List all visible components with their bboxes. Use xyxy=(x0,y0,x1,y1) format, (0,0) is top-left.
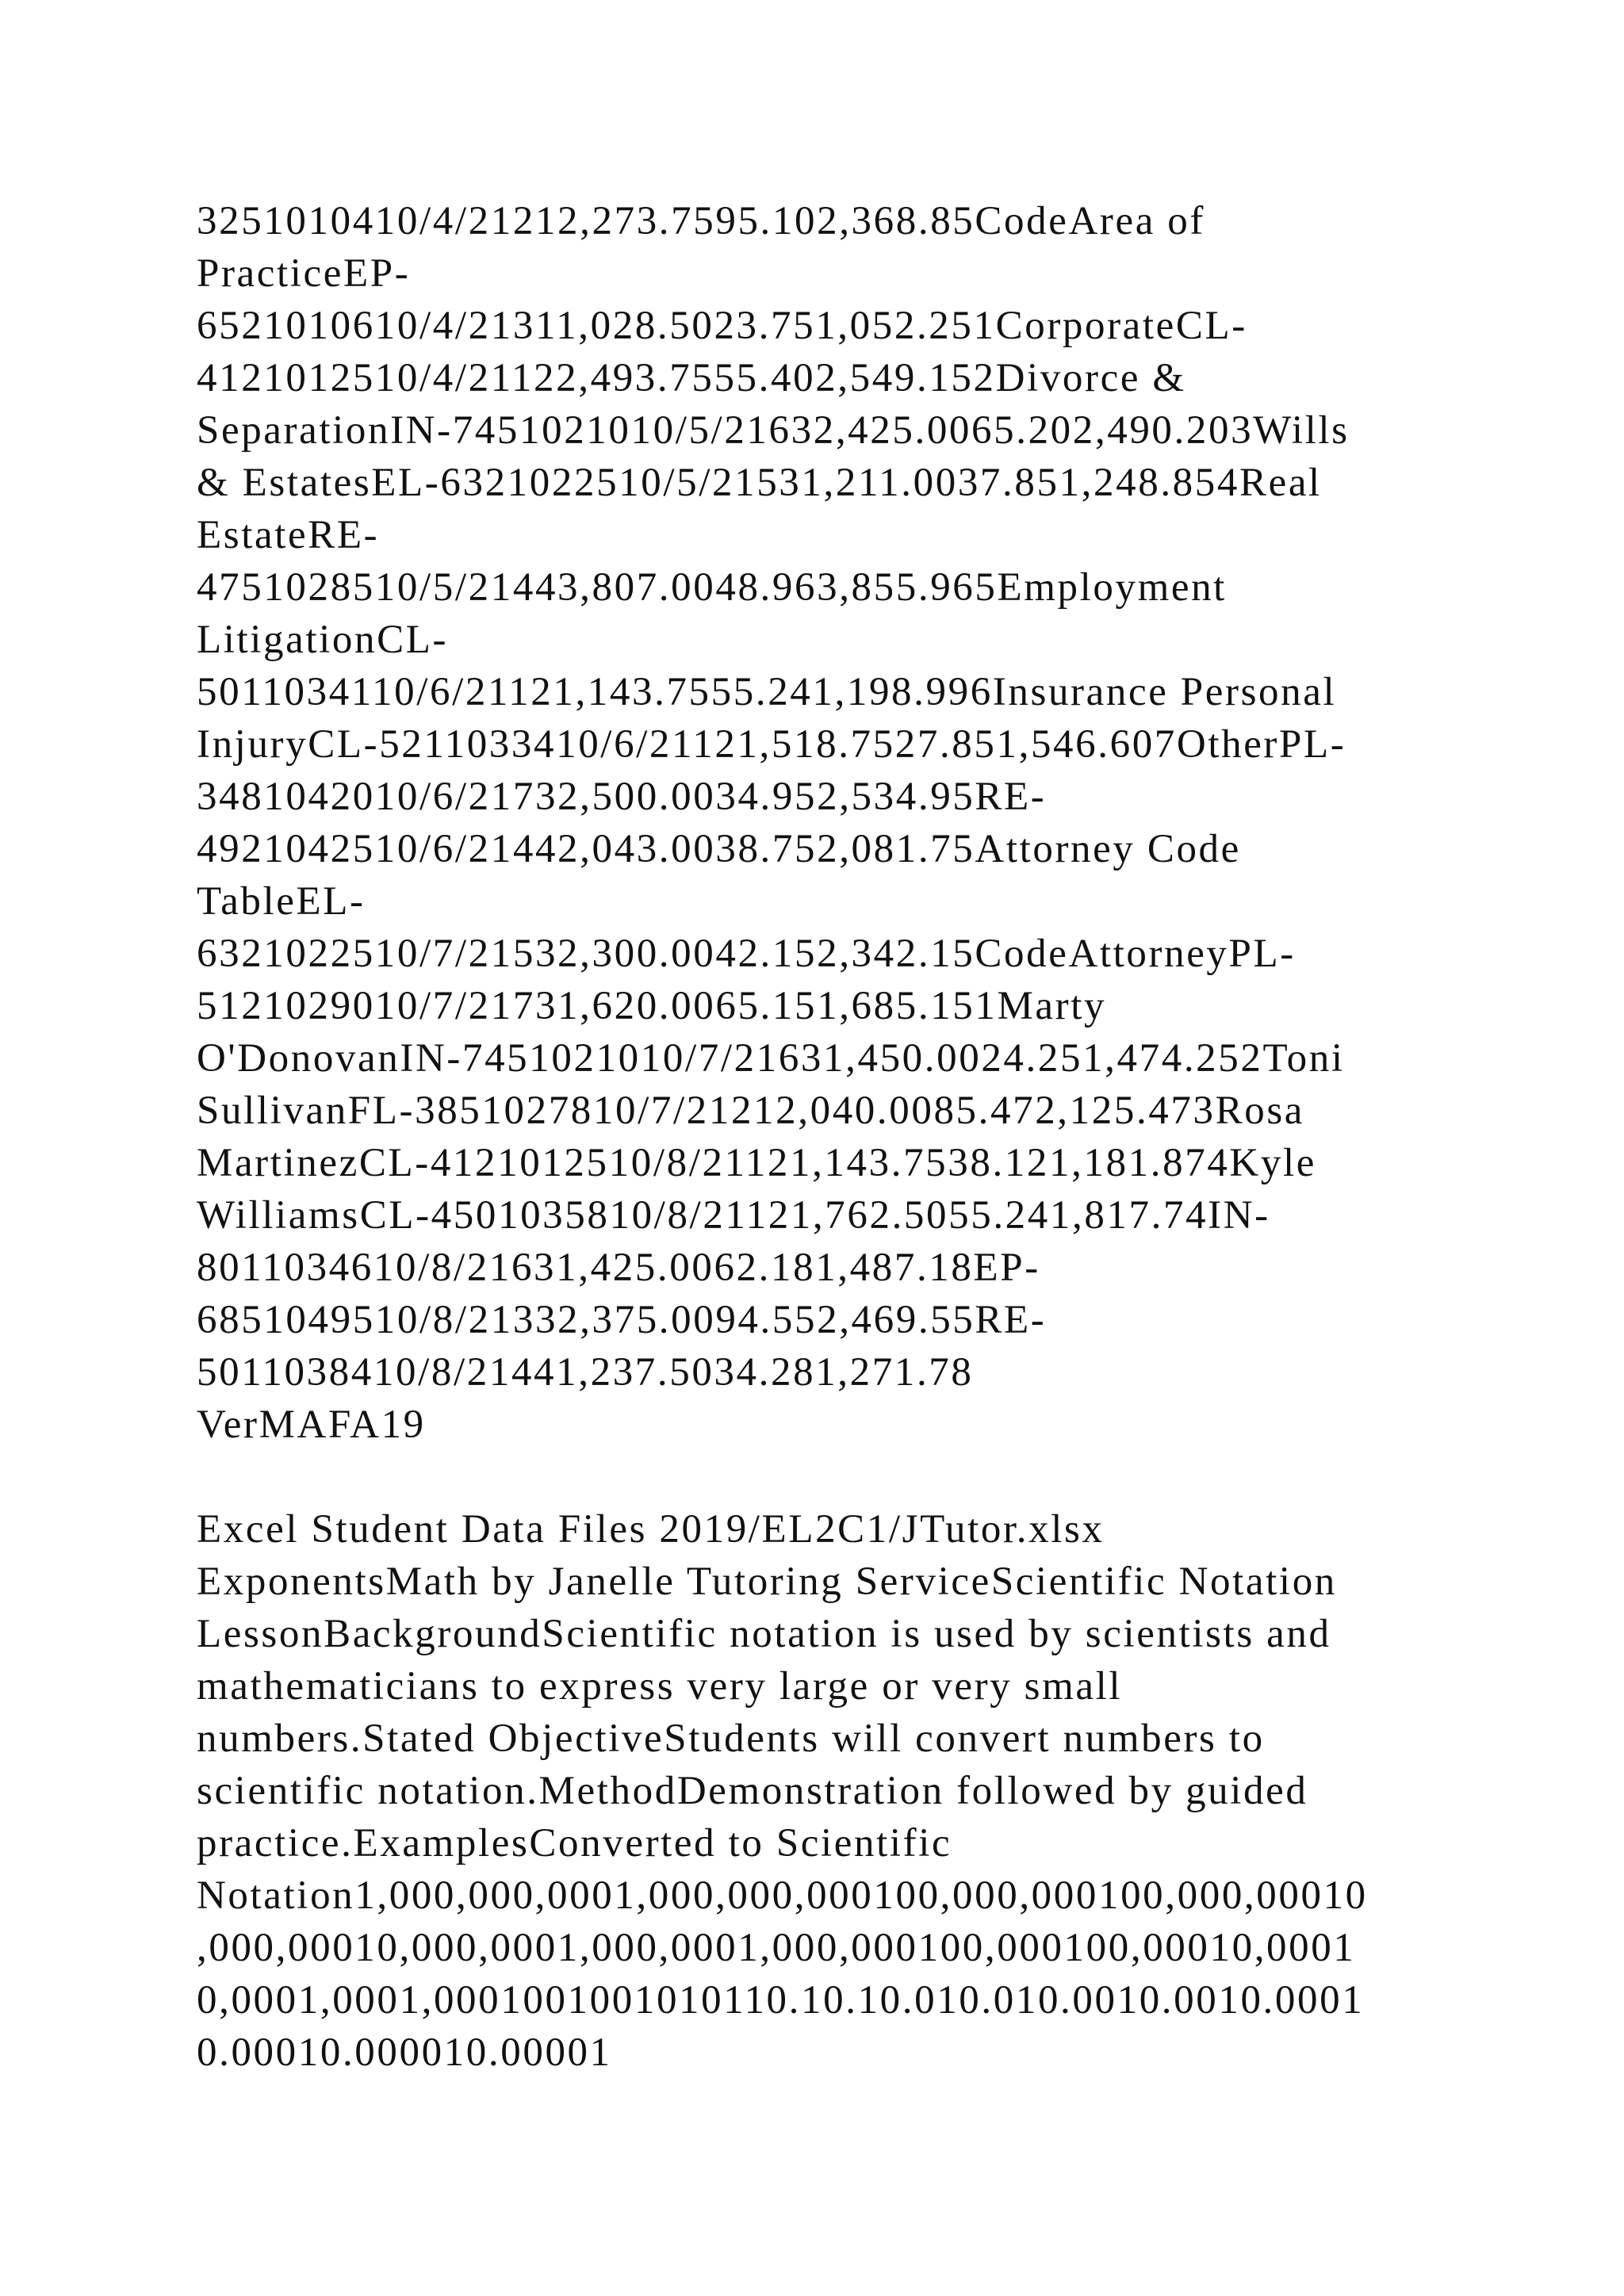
text-line: InjuryCL-5211033410/6/21121,518.7527.851,546.607OtherPL- xyxy=(197,722,1346,767)
text-line: LessonBackgroundScientific notation is used by scientists and xyxy=(197,1612,1331,1656)
text-line: SullivanFL-3851027810/7/21212,040.0085.472,125.473Rosa xyxy=(197,1089,1304,1133)
text-line: 8011034610/8/21631,425.0062.181,487.18EP- xyxy=(197,1246,1040,1290)
text-line: ExponentsMath by Janelle Tutoring ServiceScientific Notation xyxy=(197,1559,1337,1604)
text-line: 4121012510/4/21122,493.7555.402,549.152Divorce & xyxy=(197,356,1186,400)
text-line: 4751028510/5/21443,807.0048.963,855.965Employment xyxy=(197,565,1227,610)
text-line: O'DonovanIN-7451021010/7/21631,450.0024.251,474.252Toni xyxy=(197,1036,1345,1081)
text-line: TableEL- xyxy=(197,879,366,924)
text-line: scientific notation.MethodDemonstration followed by guided xyxy=(197,1769,1308,1813)
text-line: 5121029010/7/21731,620.0065.151,685.151Marty xyxy=(197,984,1107,1028)
text-line: LitigationCL- xyxy=(197,618,449,662)
text-line: 6521010610/4/21311,028.5023.751,052.251CorporateCL- xyxy=(197,304,1247,348)
text-line: ,000,00010,000,0001,000,0001,000,000100,000100,00010,0001 xyxy=(197,1926,1356,1970)
text-line: VerMAFA19 xyxy=(197,1402,426,1447)
text-line: 0,0001,0001,0001001001010110.10.10.010.010.0010.0010.0001 xyxy=(197,1978,1365,2022)
text-line: 6321022510/7/21532,300.0042.152,342.15CodeAttorneyPL- xyxy=(197,932,1296,976)
text-line: 0.00010.000010.00001 xyxy=(197,2030,612,2075)
text-line: PracticeEP- xyxy=(197,251,411,296)
text-line: practice.ExamplesConverted to Scientific xyxy=(197,1821,952,1866)
text-line: 5011034110/6/21121,143.7555.241,198.996Insurance Personal xyxy=(197,670,1337,714)
text-line: Excel Student Data Files 2019/EL2C1/JTutor.xlsx xyxy=(197,1507,1105,1552)
text-line: WilliamsCL-4501035810/8/21121,762.5055.241,817.74IN- xyxy=(197,1193,1270,1238)
text-line: 4921042510/6/21442,043.0038.752,081.75Attorney Code xyxy=(197,827,1241,871)
text-line: EstateRE- xyxy=(197,513,380,557)
text-line: mathematicians to express very large or very small xyxy=(197,1664,1123,1709)
text-line: 3251010410/4/21212,273.7595.102,368.85CodeArea of xyxy=(197,199,1205,243)
text-block-lesson xyxy=(197,1503,1608,2079)
text-line: MartinezCL-4121012510/8/21121,143.7538.121,181.874Kyle xyxy=(197,1141,1316,1185)
text-line: SeparationIN-7451021010/5/21632,425.0065.202,490.203Wills xyxy=(197,408,1350,453)
text-block-data-dump xyxy=(197,195,1608,1451)
text-line: Notation1,000,000,0001,000,000,000100,000,000100,000,00010 xyxy=(197,1873,1368,1918)
text-line: 3481042010/6/21732,500.0034.952,534.95RE- xyxy=(197,775,1047,819)
text-line: 6851049510/8/21332,375.0094.552,469.55RE- xyxy=(197,1298,1047,1342)
text-line: 5011038410/8/21441,237.5034.281,271.78 xyxy=(197,1350,974,1395)
text-line: numbers.Stated ObjectiveStudents will convert numbers to xyxy=(197,1716,1265,1761)
text-line: & EstatesEL-6321022510/5/21531,211.0037.851,248.854Real xyxy=(197,461,1322,505)
